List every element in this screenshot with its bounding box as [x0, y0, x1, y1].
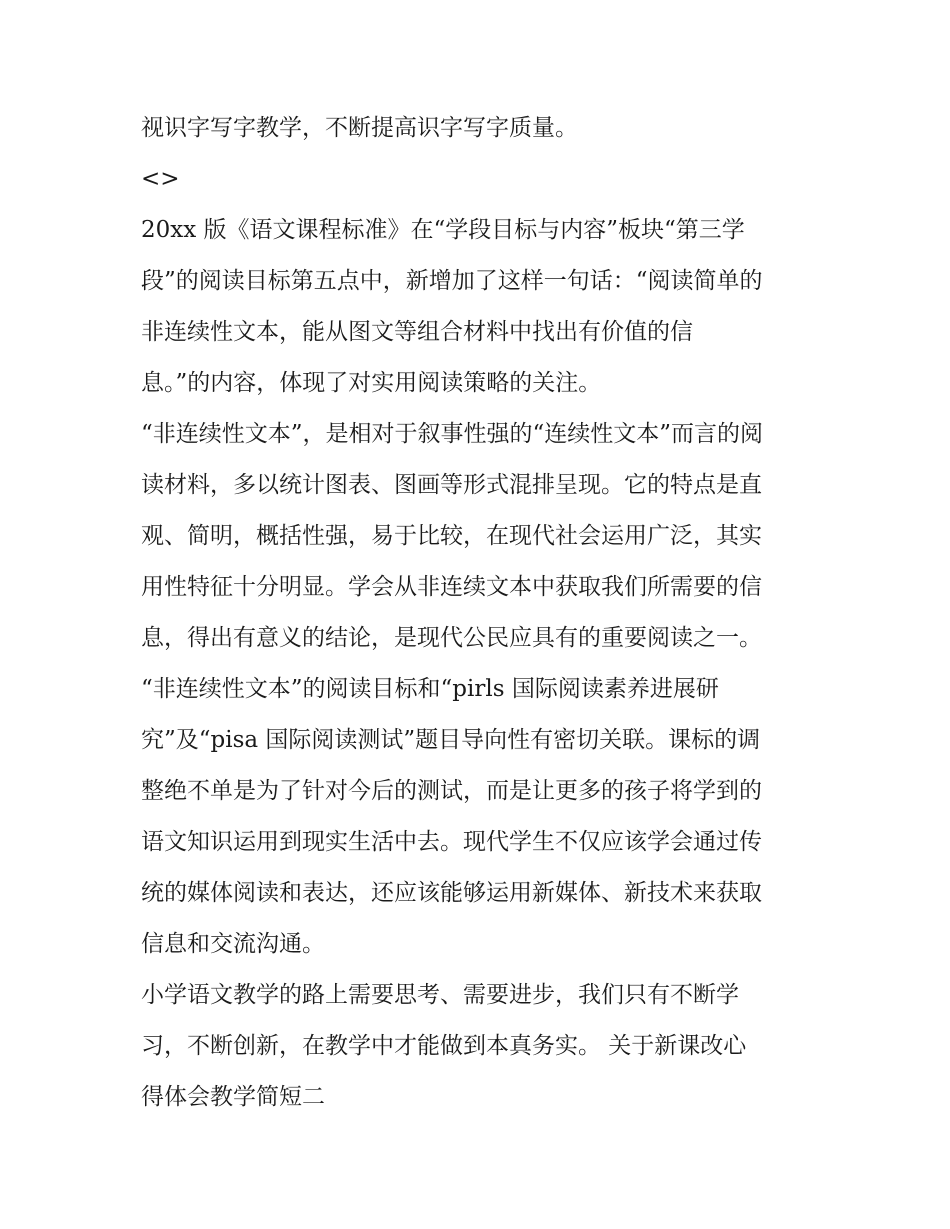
text-line: <>: [141, 166, 180, 192]
text-line: 段”的阅读目标第五点中，新增加了这样一句话：“阅读简单的: [141, 268, 763, 294]
text-line: 20xx 版《语文课程标准》在“学段目标与内容”板块“第三学: [141, 217, 745, 243]
text-line: 视识字写字教学，不断提高识字写字质量。: [141, 115, 578, 141]
text-line: 得体会教学简短二: [141, 1084, 325, 1110]
text-line: 读材料，多以统计图表、图画等形式混排呈现。它的特点是直: [141, 472, 762, 498]
text-line: 非连续性文本，能从图文等组合材料中找出有价值的信: [141, 319, 693, 345]
text-line: “非连续性文本”，是相对于叙事性强的“连续性文本”而言的阅: [141, 421, 764, 447]
text-line: 信息和交流沟通。: [141, 931, 325, 957]
text-line: 小学语文教学的路上需要思考、需要进步，我们只有不断学: [141, 982, 739, 1008]
text-line: “非连续性文本”的阅读目标和“pirls 国际阅读素养进展研: [141, 676, 719, 702]
text-line: 究”及“pisa 国际阅读测试”题目导向性有密切关联。课标的调: [141, 727, 761, 753]
text-line: 整绝不单是为了针对今后的测试，而是让更多的孩子将学到的: [141, 778, 762, 804]
text-line: 习，不断创新，在教学中才能做到本真务实。 关于新课改心: [141, 1033, 747, 1059]
text-line: 统的媒体阅读和表达，还应该能够运用新媒体、新技术来获取: [141, 880, 762, 906]
text-line: 语文知识运用到现实生活中去。现代学生不仅应该学会通过传: [141, 829, 762, 855]
document-body: [141, 103, 813, 1123]
text-line: 息，得出有意义的结论，是现代公民应具有的重要阅读之一。: [141, 625, 762, 651]
text-line: 观、简明，概括性强，易于比较，在现代社会运用广泛，其实: [141, 523, 762, 549]
text-line: 用性特征十分明显。学会从非连续文本中获取我们所需要的信: [141, 574, 762, 600]
text-line: 息。”的内容，体现了对实用阅读策略的关注。: [141, 370, 602, 396]
